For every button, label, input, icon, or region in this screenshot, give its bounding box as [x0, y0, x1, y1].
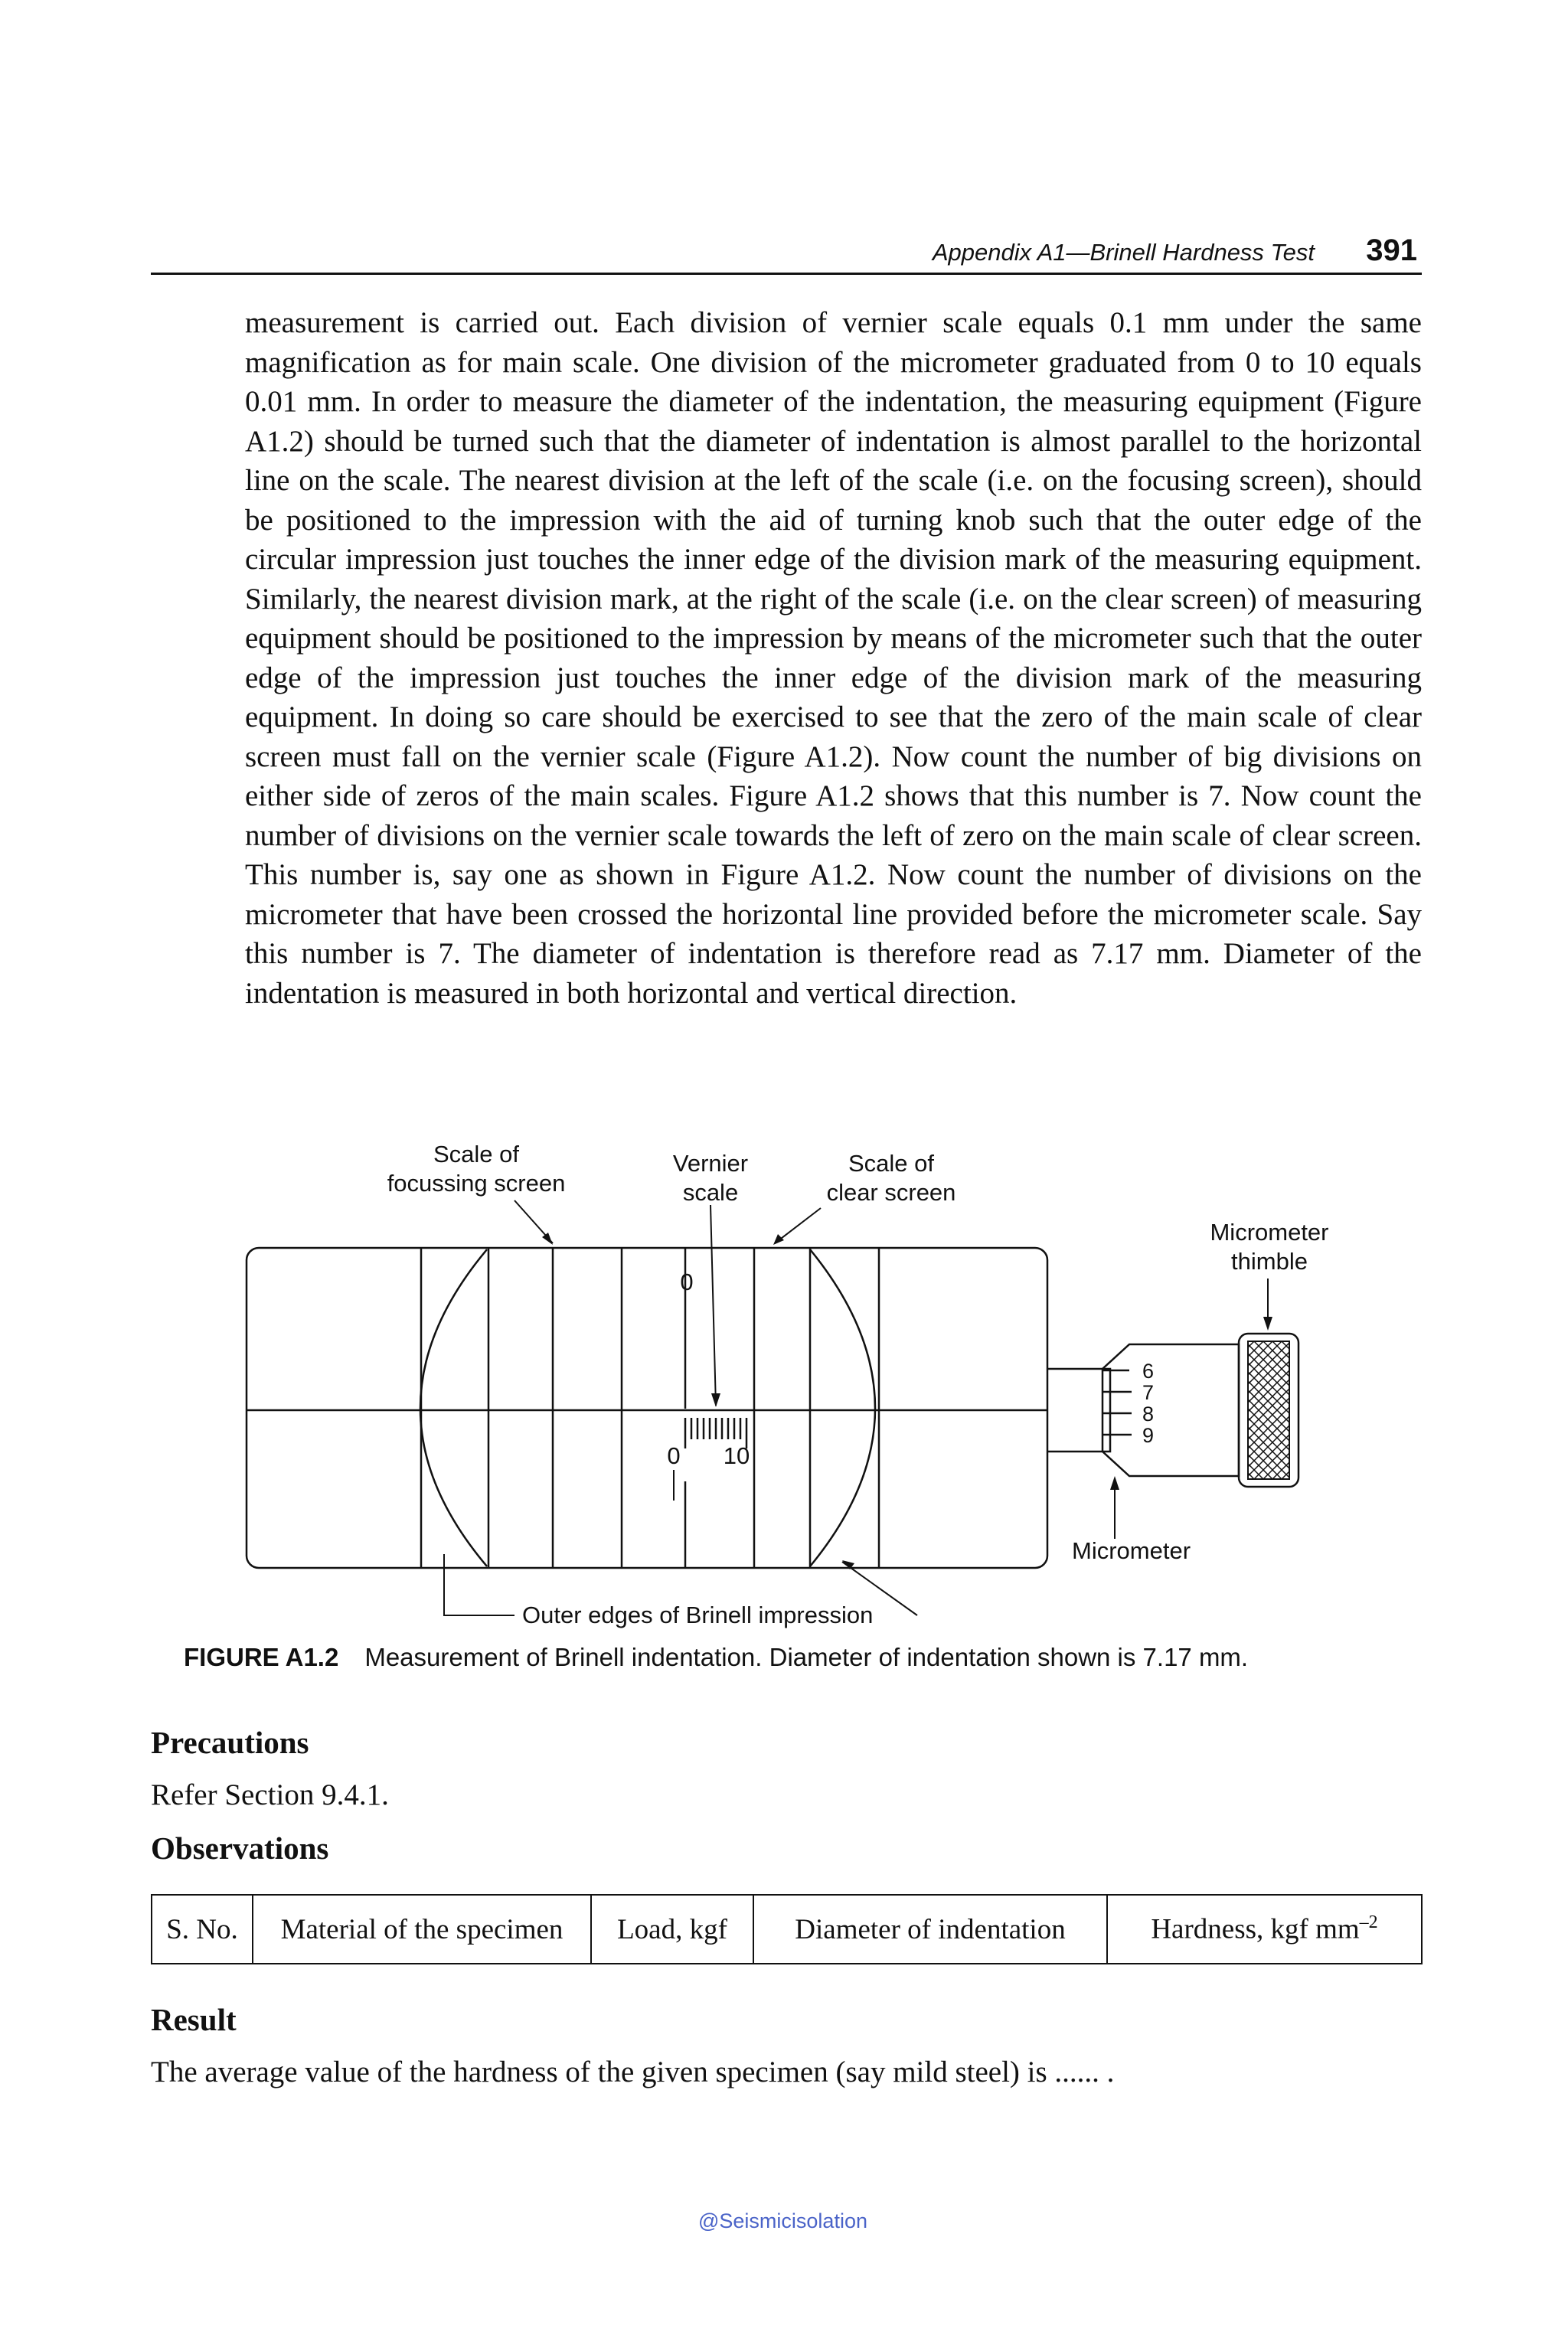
- outer-edges-leader-left: [444, 1554, 514, 1615]
- micrometer-tick-label: 6: [1142, 1360, 1155, 1383]
- brinell-measurement-diagram: [0, 1125, 1568, 1646]
- vernier-label-line1: Vernier: [672, 1150, 749, 1177]
- vernier-ten: 10: [723, 1442, 750, 1469]
- observations-heading: Observations: [151, 1830, 329, 1866]
- scale-frame: [247, 1248, 1047, 1568]
- column-header: Diameter of indentation: [753, 1895, 1107, 1964]
- arrow-head: [1263, 1317, 1272, 1331]
- body-paragraph: measurement is carried out. Each division of vernier scale equals 0.1 mm under the same magnification as for main scale. One division of the micrometer graduated from 0 to 10 equals 0.01 mm. In order to measure the diameter of the indentation, the measuring equipment (Figure A1.2) should be turned such that the diameter of indentation is almost parallel to the horizontal line on the scale. The nearest division at the left of the scale (i.e. on the focusing screen), should be positioned to the impression with the aid of turning knob such that the outer edge of the circular impression just touches the inner edge of the division mark of the measuring equipment. Similarly, the nearest division mark, at the right of the scale (i.e. on the clear screen) of measuring equipment should be positioned to the impression by means of the micrometer such that the outer edge of the impression just touches the inner edge of the division mark of the measuring equipment. In doing so care should be exercised to see that the zero of the main scale of clear screen must fall on the vernier scale (Figure A1.2). Now count the number of big divisions on either side of zeros of the main scales. Figure A1.2 shows that this number is 7. Now count the number of divisions on the vernier scale towards the left of zero on the main scale of clear screen. This number is, say one as shown in Figure A1.2. Now count the number of divisions on the micrometer that have been crossed the horizontal line provided before the micrometer scale. Say this number is 7. The diameter of indentation is therefore read as 7.17 mm. Diameter of the indentation is measured in both horizontal and vertical direction.: [245, 306, 1422, 1010]
- column-header: Material of the specimen: [253, 1895, 591, 1964]
- figure-caption-text: Measurement of Brinell indentation. Diameter of indentation shown is 7.17 mm.: [364, 1643, 1249, 1671]
- hardness-exponent: –2: [1359, 1912, 1378, 1933]
- page-number: 391: [1366, 234, 1417, 267]
- column-header: S. No.: [152, 1895, 253, 1964]
- micrometer-tick-label: 9: [1142, 1424, 1155, 1447]
- micrometer-housing: [1102, 1344, 1239, 1476]
- vernier-zero: 0: [667, 1442, 681, 1469]
- focusing-label-line2: focussing screen: [387, 1170, 566, 1197]
- arrow-head: [773, 1234, 784, 1245]
- figure-caption: [184, 1643, 1485, 1672]
- precautions-text: Refer Section 9.4.1.: [151, 1778, 389, 1811]
- thimble-label-line2: thimble: [1231, 1248, 1308, 1275]
- thimble-label-line1: Micrometer: [1210, 1219, 1329, 1246]
- micrometer-barrel: [1047, 1369, 1110, 1452]
- micrometer-tick-label: 7: [1142, 1381, 1155, 1404]
- column-header: Load, kgf: [591, 1895, 753, 1964]
- column-header-hardness: [1107, 1895, 1422, 1964]
- impression-right-edge: [810, 1249, 875, 1566]
- running-title: Appendix A1—Brinell Hardness Test: [932, 239, 1315, 266]
- arrow-head: [1110, 1476, 1119, 1490]
- thimble-knurling: [1248, 1341, 1289, 1479]
- micrometer-label: Micrometer: [1072, 1537, 1191, 1564]
- figure-caption-label: FIGURE A1.2: [184, 1643, 339, 1671]
- outer-edges-label: Outer edges of Brinell impression: [522, 1602, 874, 1628]
- micrometer-tick-label: 8: [1142, 1403, 1155, 1425]
- main-scale-zero: 0: [680, 1269, 694, 1295]
- table-header-row: [152, 1895, 1422, 1964]
- precautions-heading: Precautions: [151, 1725, 309, 1760]
- vernier-label-line2: scale: [682, 1179, 739, 1206]
- clear-label-line2: clear screen: [826, 1179, 956, 1206]
- focusing-label-line1: Scale of: [433, 1141, 520, 1168]
- arrow-head: [542, 1233, 553, 1245]
- watermark: @Seismicisolation: [698, 2209, 867, 2232]
- running-head: [151, 230, 1422, 275]
- result-heading: Result: [151, 2002, 237, 2037]
- arrow-head: [711, 1393, 720, 1407]
- result-text: The average value of the hardness of the given specimen (say mild steel) is ...... .: [151, 2056, 1115, 2088]
- observations-table: [151, 1894, 1423, 1964]
- impression-left-edge: [420, 1249, 487, 1566]
- clear-label-line1: Scale of: [848, 1150, 935, 1177]
- vernier-leader: [710, 1205, 716, 1406]
- figure-a1-2: [0, 1125, 1568, 1646]
- column-header: Hardness, kgf mm: [1151, 1913, 1360, 1945]
